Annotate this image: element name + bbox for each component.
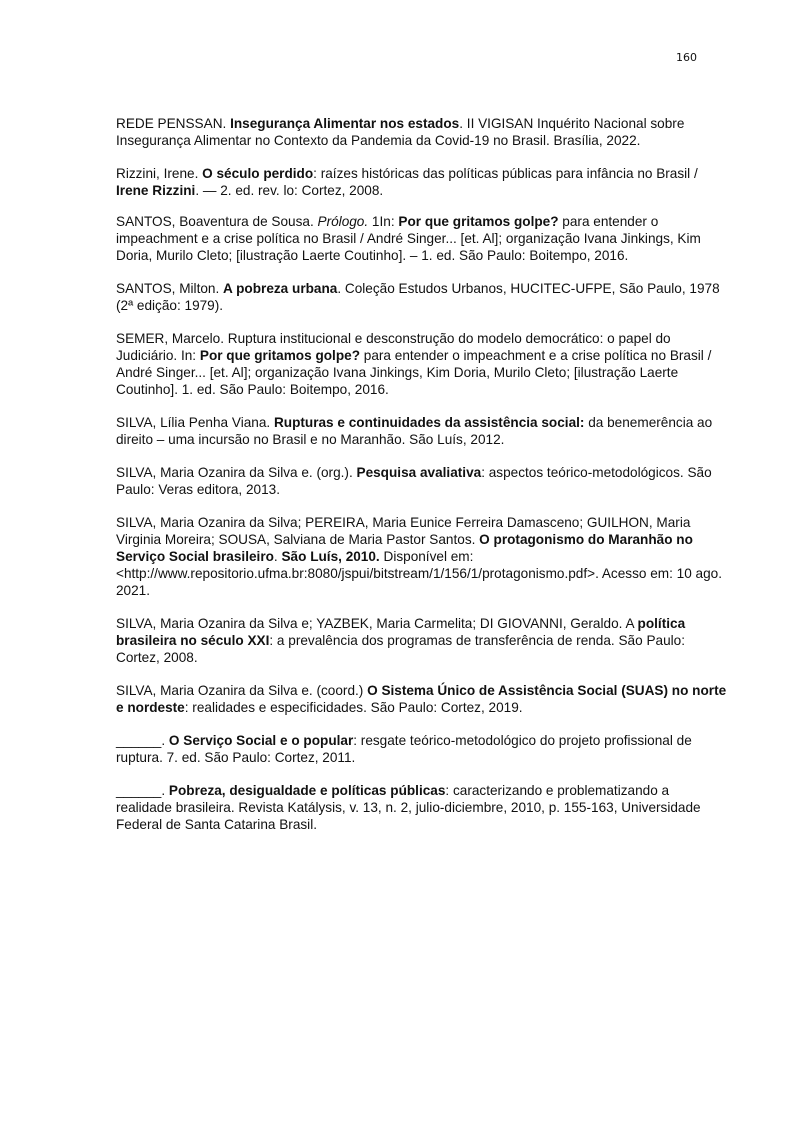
- reference-text: : a prevalência dos programas de transferência de renda. São Paulo: Cortez, 2008.: [116, 633, 685, 665]
- reference-entry: [116, 782, 728, 833]
- reference-title: Por que gritamos golpe?: [199, 348, 360, 363]
- reference-text: para entender o impeachment e a crise política no Brasil / André Singer... [et. Al]; organização Ivana Jinkings, Kim Doria, Murilo Cleto; [ilustração Laerte Coutinho]. 1. ed. São Paulo: Boitempo, 2016.: [116, 348, 712, 397]
- reference-text: .: [273, 549, 282, 564]
- reference-list: [116, 115, 728, 849]
- reference-text: Disponível em: <http://www.repositorio.ufma.br:8080/jspui/bitstream/1/156/1/protagonismo.pdf>. Acesso em: 10 ago. 2021.: [116, 549, 723, 598]
- reference-title: Rupturas e continuidades da assistência social:: [273, 415, 585, 430]
- reference-entry: [116, 732, 728, 766]
- reference-title: A pobreza urbana: [223, 281, 338, 296]
- reference-title: Pobreza, desigualdade e políticas públicas: [168, 783, 446, 798]
- page-number: 160: [676, 51, 697, 64]
- reference-title: O século perdido: [202, 166, 314, 181]
- reference-text: SEMER, Marcelo. Ruptura institucional e desconstrução do modelo democrático: o papel do Judiciário. In:: [116, 331, 671, 363]
- reference-text: SILVA, Maria Ozanira da Silva e. (org.).: [116, 465, 357, 480]
- reference-title: Insegurança Alimentar nos estados: [230, 116, 460, 131]
- reference-entry: [116, 615, 728, 666]
- reference-title: política brasileira no século XXI: [116, 616, 686, 648]
- reference-entry: [116, 213, 728, 264]
- reference-entry: [116, 280, 728, 314]
- reference-title: Pesquisa avaliativa: [356, 465, 482, 480]
- reference-text: : aspectos teórico-metodológicos. São Paulo: Veras editora, 2013.: [116, 465, 712, 497]
- reference-entry: [116, 682, 728, 716]
- reference-title: O Serviço Social e o popular: [168, 733, 354, 748]
- reference-text: : caracterizando e problematizando a realidade brasileira. Revista Katálysis, v. 13, n. 2, julio-diciembre, 2010, p. 155-163, Universidade Federal de Santa Catarina Brasil.: [116, 783, 701, 832]
- reference-title: Irene Rizzini: [116, 183, 196, 198]
- reference-text: : realidades e especificidades. São Paulo: Cortez, 2019.: [184, 700, 523, 715]
- reference-text: : resgate teórico-metodológico do projeto profissional de ruptura. 7. ed. São Paulo: Cortez, 2011.: [116, 733, 692, 765]
- reference-title: O protagonismo do Maranhão no Serviço Social brasileiro: [116, 532, 693, 564]
- reference-title: O Sistema Único de Assistência Social (SUAS) no norte e nordeste: [116, 683, 727, 715]
- reference-text: 1In:: [368, 214, 399, 229]
- reference-title: São Luís, 2010.: [281, 549, 380, 564]
- reference-entry: [116, 115, 728, 149]
- reference-entry: [116, 165, 728, 199]
- reference-entry: [116, 514, 728, 599]
- reference-text: SILVA, Maria Ozanira da Silva e; YAZBEK, Maria Carmelita; DI GIOVANNI, Geraldo. A: [116, 616, 638, 631]
- reference-text: SILVA, Maria Ozanira da Silva; PEREIRA, Maria Eunice Ferreira Damasceno; GUILHON, Maria Virginia Moreira; SOUSA, Salviana de Maria Pastor Santos.: [116, 515, 691, 547]
- reference-text: . II VIGISAN Inquérito Nacional sobre Insegurança Alimentar no Contexto da Pandemia da Covid-19 no Brasil. Brasília, 2022.: [116, 116, 685, 148]
- reference-text: da benemerência ao direito – uma incursão no Brasil e no Maranhão. São Luís, 2012.: [116, 415, 713, 447]
- reference-text: para entender o impeachment e a crise política no Brasil / André Singer... [et. Al]; organização Ivana Jinkings, Kim Doria, Murilo Cleto; [ilustração Laerte Coutinho]. – 1. ed. São Paulo: Boitempo, 2016.: [116, 214, 701, 263]
- reference-text: . Coleção Estudos Urbanos, HUCITEC-UFPE, São Paulo, 1978 (2ª edição: 1979).: [116, 281, 720, 313]
- reference-text: SANTOS, Milton.: [116, 281, 224, 296]
- reference-text: SANTOS, Boaventura de Sousa.: [116, 214, 318, 229]
- reference-entry: [116, 464, 728, 498]
- reference-text: SILVA, Maria Ozanira da Silva e. (coord.): [116, 683, 368, 698]
- reference-text: Rizzini, Irene.: [116, 166, 203, 181]
- reference-text: SILVA, Lília Penha Viana.: [116, 415, 274, 430]
- reference-entry: [116, 414, 728, 448]
- reference-text: : raízes históricas das políticas públicas para infância no Brasil /: [313, 166, 698, 181]
- reference-text: . — 2. ed. rev. lo: Cortez, 2008.: [195, 183, 384, 198]
- reference-entry: [116, 330, 728, 398]
- reference-italic: Prólogo.: [317, 214, 369, 229]
- reference-text: REDE PENSSAN.: [116, 116, 231, 131]
- reference-text: ______.: [116, 783, 169, 798]
- reference-text: ______.: [116, 733, 169, 748]
- reference-title: Por que gritamos golpe?: [398, 214, 559, 229]
